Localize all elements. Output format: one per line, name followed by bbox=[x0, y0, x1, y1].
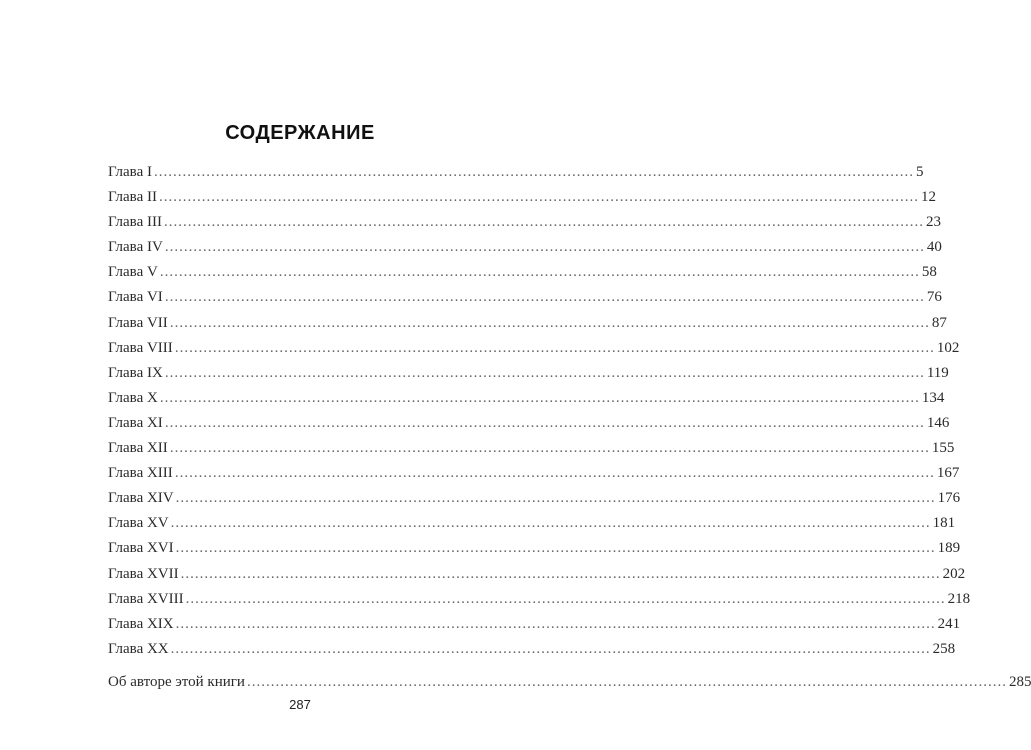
toc-entry-label: Глава XIX bbox=[108, 615, 174, 632]
dot-leader: ................................................................................................................................................................ bbox=[185, 590, 946, 607]
toc-entry-label: Глава IV bbox=[108, 239, 163, 256]
toc-entry-page: 58 bbox=[921, 264, 937, 281]
toc-entry bbox=[108, 670, 1031, 695]
toc-entry-label: Об авторе этой книги bbox=[108, 673, 245, 690]
toc-entry-label: Глава III bbox=[108, 214, 162, 231]
toc-entry bbox=[108, 637, 956, 662]
toc-entry-page: 5 bbox=[915, 164, 924, 180]
dot-leader: ................................................................................................................................................................ bbox=[180, 565, 941, 582]
dot-leader: ................................................................................................................................................................ bbox=[158, 189, 919, 206]
dot-leader: ................................................................................................................................................................ bbox=[169, 314, 930, 331]
toc-entry-page: 119 bbox=[926, 364, 949, 381]
toc-entry bbox=[108, 511, 956, 536]
toc-entry bbox=[108, 461, 960, 486]
toc-entry-page: 181 bbox=[932, 515, 956, 532]
toc-entry bbox=[108, 536, 961, 561]
toc-entry-label: Глава I bbox=[108, 164, 152, 180]
toc-entry bbox=[108, 562, 966, 587]
dot-leader: ................................................................................................................................................................ bbox=[164, 414, 925, 431]
dot-leader: ................................................................................................................................................................ bbox=[174, 465, 935, 482]
dot-leader: ................................................................................................................................................................ bbox=[246, 673, 1007, 690]
dot-leader: ................................................................................................................................................................ bbox=[175, 540, 936, 557]
dot-leader: ................................................................................................................................................................ bbox=[159, 389, 920, 406]
toc-entry-page: 218 bbox=[947, 590, 971, 607]
dot-leader: ................................................................................................................................................................ bbox=[153, 164, 914, 180]
dot-leader: ................................................................................................................................................................ bbox=[170, 515, 931, 532]
toc-entry-label: Глава II bbox=[108, 189, 157, 206]
toc-entry-page: 102 bbox=[936, 339, 960, 356]
toc-entry-page: 146 bbox=[926, 414, 950, 431]
toc-entry bbox=[108, 336, 960, 361]
toc-entry bbox=[108, 160, 924, 185]
toc-entry-page: 202 bbox=[942, 565, 966, 582]
toc-entry-page: 258 bbox=[932, 640, 956, 657]
toc-entry-label: Глава XIII bbox=[108, 465, 173, 482]
toc-entry-page: 87 bbox=[931, 314, 947, 331]
toc-entry bbox=[108, 486, 961, 511]
toc-entry-page: 155 bbox=[931, 440, 955, 457]
page-title: СОДЕРЖАНИЕ bbox=[225, 122, 375, 144]
toc-entry-label: Глава VI bbox=[108, 289, 163, 306]
dot-leader: ................................................................................................................................................................ bbox=[159, 264, 920, 281]
toc-entry-label: Глава XVIII bbox=[108, 590, 184, 607]
dot-leader: ................................................................................................................................................................ bbox=[163, 214, 924, 231]
toc-entry-label: Глава XX bbox=[108, 640, 169, 657]
toc-entry-label: Глава XIV bbox=[108, 490, 174, 507]
toc-entry-page: 12 bbox=[920, 189, 936, 206]
dot-leader: ................................................................................................................................................................ bbox=[164, 239, 925, 256]
toc-entry bbox=[108, 260, 937, 285]
dot-leader: ................................................................................................................................................................ bbox=[175, 615, 936, 632]
toc-entry-page: 134 bbox=[921, 389, 945, 406]
dot-leader: ................................................................................................................................................................ bbox=[169, 440, 930, 457]
page-number: 287 bbox=[289, 697, 311, 712]
toc-entry bbox=[108, 386, 945, 411]
toc-entry-label: Глава XVII bbox=[108, 565, 179, 582]
toc-entry-label: Глава XI bbox=[108, 414, 163, 431]
toc-entry-label: Глава XV bbox=[108, 515, 169, 532]
toc-entry-page: 285 bbox=[1008, 673, 1031, 690]
toc-entry-label: Глава XVI bbox=[108, 540, 174, 557]
toc-entry-label: Глава XII bbox=[108, 440, 168, 457]
toc-entry-page: 189 bbox=[937, 540, 961, 557]
toc-entry bbox=[108, 587, 971, 612]
toc-entry-page: 40 bbox=[926, 239, 942, 256]
toc-entry-page: 167 bbox=[936, 465, 960, 482]
toc-entry-page: 241 bbox=[937, 615, 961, 632]
toc-entry bbox=[108, 185, 936, 210]
toc-entry-label: Глава X bbox=[108, 389, 158, 406]
dot-leader: ................................................................................................................................................................ bbox=[175, 490, 936, 507]
toc-entry-page: 76 bbox=[926, 289, 942, 306]
dot-leader: ................................................................................................................................................................ bbox=[164, 364, 925, 381]
toc-entry bbox=[108, 361, 949, 386]
toc-entry bbox=[108, 436, 955, 461]
toc-entry bbox=[108, 235, 942, 260]
dot-leader: ................................................................................................................................................................ bbox=[174, 339, 935, 356]
dot-leader: ................................................................................................................................................................ bbox=[164, 289, 925, 306]
toc-entry bbox=[108, 411, 950, 436]
toc-entry bbox=[108, 210, 941, 235]
toc-entry-page: 23 bbox=[925, 214, 941, 231]
toc-entry bbox=[108, 311, 947, 336]
toc-entry-label: Глава IX bbox=[108, 364, 163, 381]
dot-leader: ................................................................................................................................................................ bbox=[170, 640, 931, 657]
table-of-contents bbox=[108, 160, 1031, 695]
toc-entry-page: 176 bbox=[937, 490, 961, 507]
toc-entry bbox=[108, 285, 942, 310]
toc-entry-label: Глава V bbox=[108, 264, 158, 281]
toc-entry-label: Глава VIII bbox=[108, 339, 173, 356]
toc-entry-label: Глава VII bbox=[108, 314, 168, 331]
toc-entry bbox=[108, 612, 961, 637]
